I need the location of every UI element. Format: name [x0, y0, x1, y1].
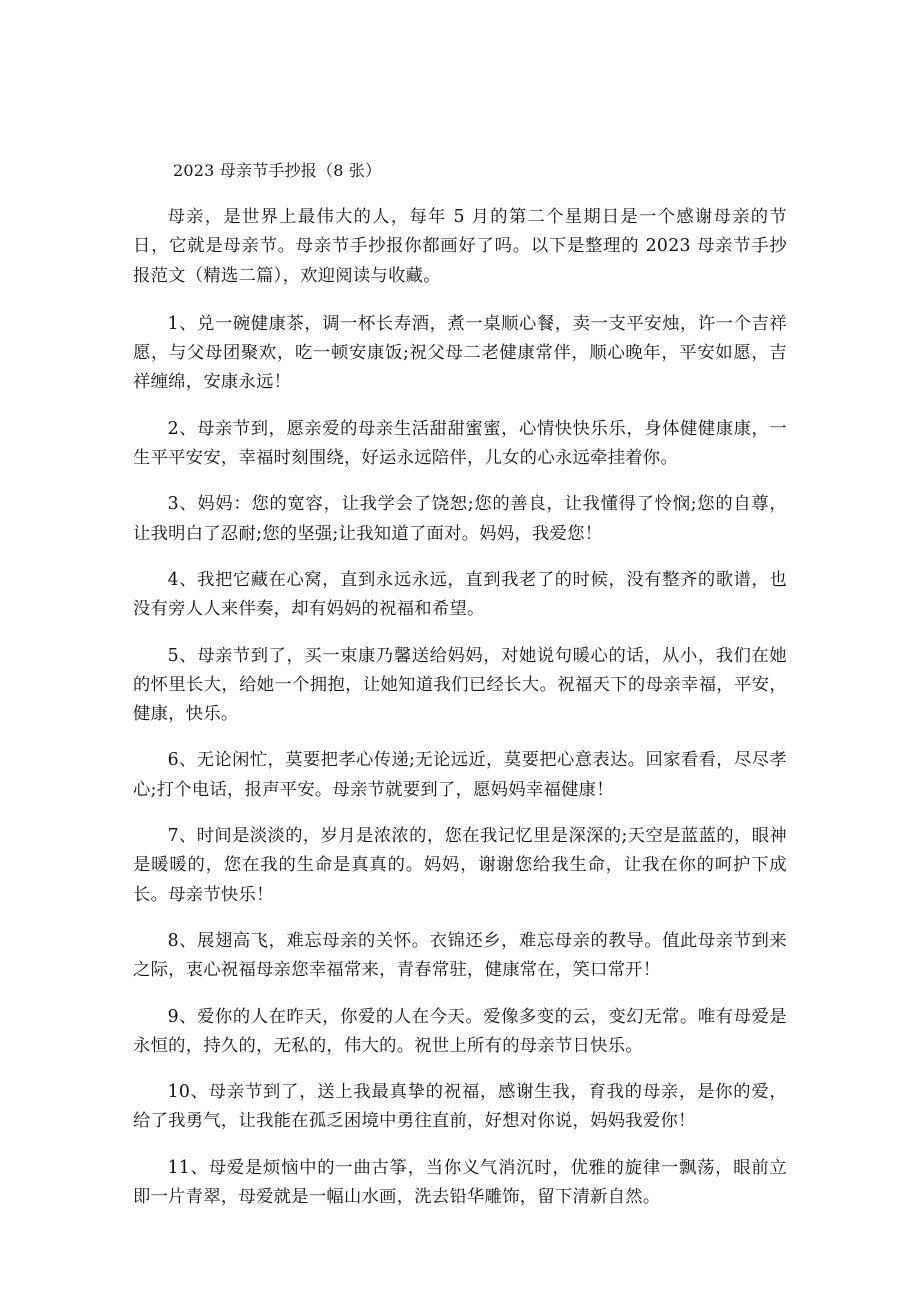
wish-paragraph-1: 1、兑一碗健康茶，调一杯长寿酒，煮一桌顺心餐，卖一支平安烛，许一个吉祥愿，与父母团聚欢，吃一顿安康饭;祝父母二老健康常伴，顺心晚年，平安如愿，吉祥缠绵，安康永远！ [133, 313, 787, 393]
wish-paragraph-6: 6、无论闲忙，莫要把孝心传递;无论远近，莫要把心意表达。回家看看，尽尽孝心;打个电话，报声平安。母亲节就要到了，愿妈妈幸福健康！ [133, 750, 787, 800]
wish-paragraph-4: 4、我把它藏在心窝，直到永远永远，直到我老了的时候，没有整齐的歌谱，也没有旁人人来伴奏，却有妈妈的祝福和希望。 [133, 569, 787, 620]
wish-paragraph-9: 9、爱你的人在昨天，你爱的人在今天。爱像多变的云，变幻无常。唯有母爱是永恒的，持久的，无私的，伟大的。祝世上所有的母亲节日快乐。 [133, 1006, 787, 1056]
wish-paragraph-10: 10、母亲节到了，送上我最真挚的祝福，感谢生我，育我的母亲，是你的爱，给了我勇气，让我能在孤乏困境中勇往直前，好想对你说，妈妈我爱你！ [133, 1082, 787, 1132]
wish-paragraph-5: 5、母亲节到了，买一束康乃馨送给妈妈，对她说句暖心的话，从小，我们在她的怀里长大，给她一个拥抱，让她知道我们已经长大。祝福天下的母亲幸福，平安，健康，快乐。 [133, 645, 787, 725]
wish-paragraph-8: 8、展翅高飞，难忘母亲的关怀。衣锦还乡，难忘母亲的教导。值此母亲节到来之际，衷心祝福母亲您幸福常来，青春常驻，健康常在，笑口常开！ [133, 930, 787, 981]
wish-paragraph-2: 2、母亲节到，愿亲爱的母亲生活甜甜蜜蜜，心情快快乐乐，身体健健康康，一生平平安安，幸福时刻围绕，好运永远陪伴，儿女的心永远牵挂着你。 [133, 418, 787, 469]
wish-paragraph-3: 3、妈妈：您的宽容，让我学会了饶恕;您的善良，让我懂得了怜悯;您的自尊，让我明白了忍耐;您的坚强;让我知道了面对。妈妈，我爱您！ [133, 494, 787, 544]
intro-paragraph: 母亲，是世界上最伟大的人，每年 5 月的第二个星期日是一个感谢母亲的节日，它就是母亲节。母亲节手抄报你都画好了吗。以下是整理的 2023 母亲节手抄报范文（精选二篇），欢迎阅读与收藏。 [133, 207, 787, 286]
wish-paragraph-11: 11、母爱是烦恼中的一曲古筝，当你义气消沉时，优雅的旋律一飘荡，眼前立即一片青翠，母爱就是一幅山水画，洗去铅华雕饰，留下清新自然。 [133, 1157, 787, 1208]
wish-paragraph-7: 7、时间是淡淡的，岁月是浓浓的，您在我记忆里是深深的;天空是蓝蓝的，眼神是暖暖的，您在我的生命是真真的。妈妈，谢谢您给我生命，让我在你的呵护下成长。母亲节快乐！ [133, 826, 787, 905]
document-body [133, 203, 787, 1229]
document-title: 2023 母亲节手抄报（8 张） [173, 161, 382, 180]
